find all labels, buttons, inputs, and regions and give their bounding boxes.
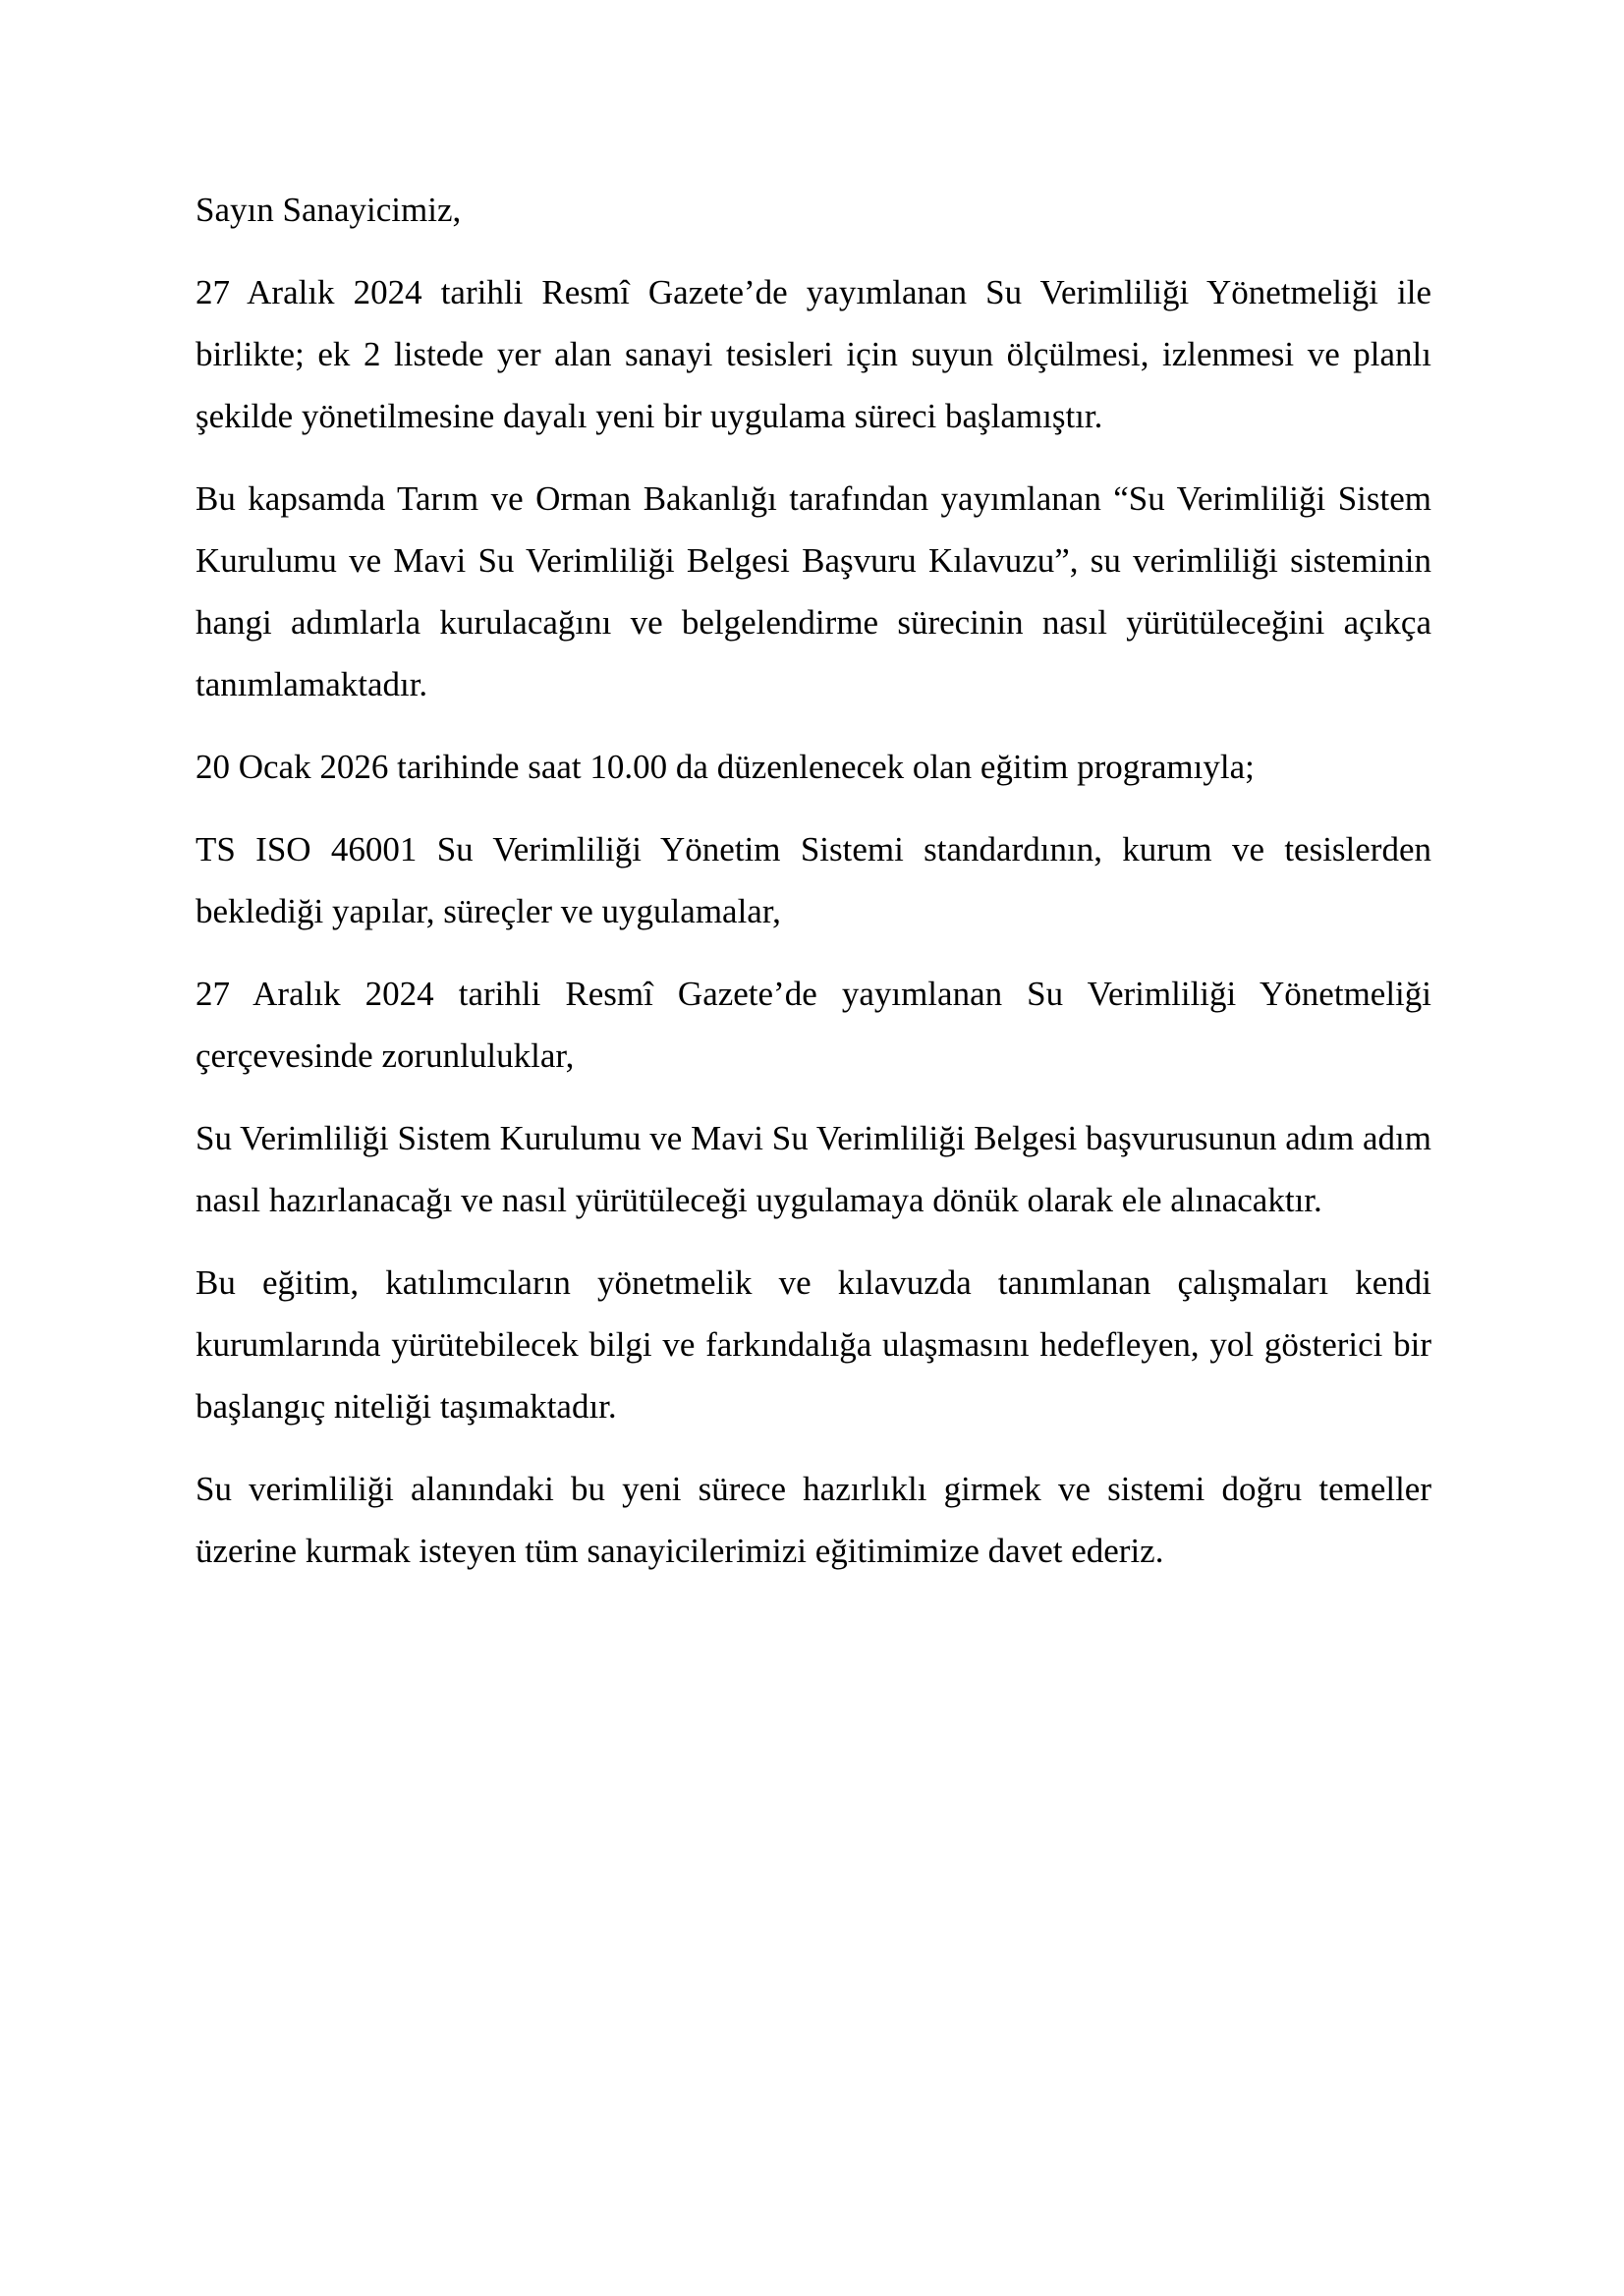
paragraph-invitation: Su verimliliği alanındaki bu yeni sürece hazırlıklı girmek ve sistemi doğru temeller üzerine kurmak isteyen tüm sanayicilerimizi eğitimimize davet ederiz. xyxy=(196,1470,1431,1570)
paragraph-application-steps: Su Verimliliği Sistem Kurulumu ve Mavi Su Verimliliği Belgesi başvurusunun adım adım nasıl hazırlanacağı ve nasıl yürütüleceği uygulamaya dönük olarak ele alınacaktır. xyxy=(196,1119,1431,1219)
letter-body xyxy=(196,179,1431,1602)
paragraph-training-purpose: Bu eğitim, katılımcıların yönetmelik ve kılavuzda tanımlanan çalışmaları kendi kurumlarında yürütebilecek bilgi ve farkındalığa ulaşmasını hedefleyen, yol gösterici bir başlangıç niteliği taşımaktadır. xyxy=(196,1263,1431,1426)
paragraph-training-date: 20 Ocak 2026 tarihinde saat 10.00 da düzenlenecek olan eğitim programıyla; xyxy=(196,748,1255,786)
paragraph-guide-description: Bu kapsamda Tarım ve Orman Bakanlığı tarafından yayımlanan “Su Verimliliği Sistem Kurulumu ve Mavi Su Verimliliği Belgesi Başvuru Kılavuzu”, su verimliliği sisteminin hangi adımlarla kurulacağını ve belgelendirme sürecinin nasıl yürütüleceğini açıkça tanımlamaktadır. xyxy=(196,479,1431,703)
paragraph-iso-standard: TS ISO 46001 Su Verimliliği Yönetim Sistemi standardının, kurum ve tesislerden beklediği yapılar, süreçler ve uygulamalar, xyxy=(196,830,1431,930)
salutation: Sayın Sanayicimiz, xyxy=(196,191,462,229)
paragraph-regulation-obligations: 27 Aralık 2024 tarihli Resmî Gazete’de yayımlanan Su Verimliliği Yönetmeliği çerçevesinde zorunluluklar, xyxy=(196,975,1431,1075)
paragraph-regulation-intro: 27 Aralık 2024 tarihli Resmî Gazete’de yayımlanan Su Verimliliği Yönetmeliği ile birlikte; ek 2 listede yer alan sanayi tesisleri için suyun ölçülmesi, izlenmesi ve planlı şekilde yönetilmesine dayalı yeni bir uygulama süreci başlamıştır. xyxy=(196,273,1431,435)
